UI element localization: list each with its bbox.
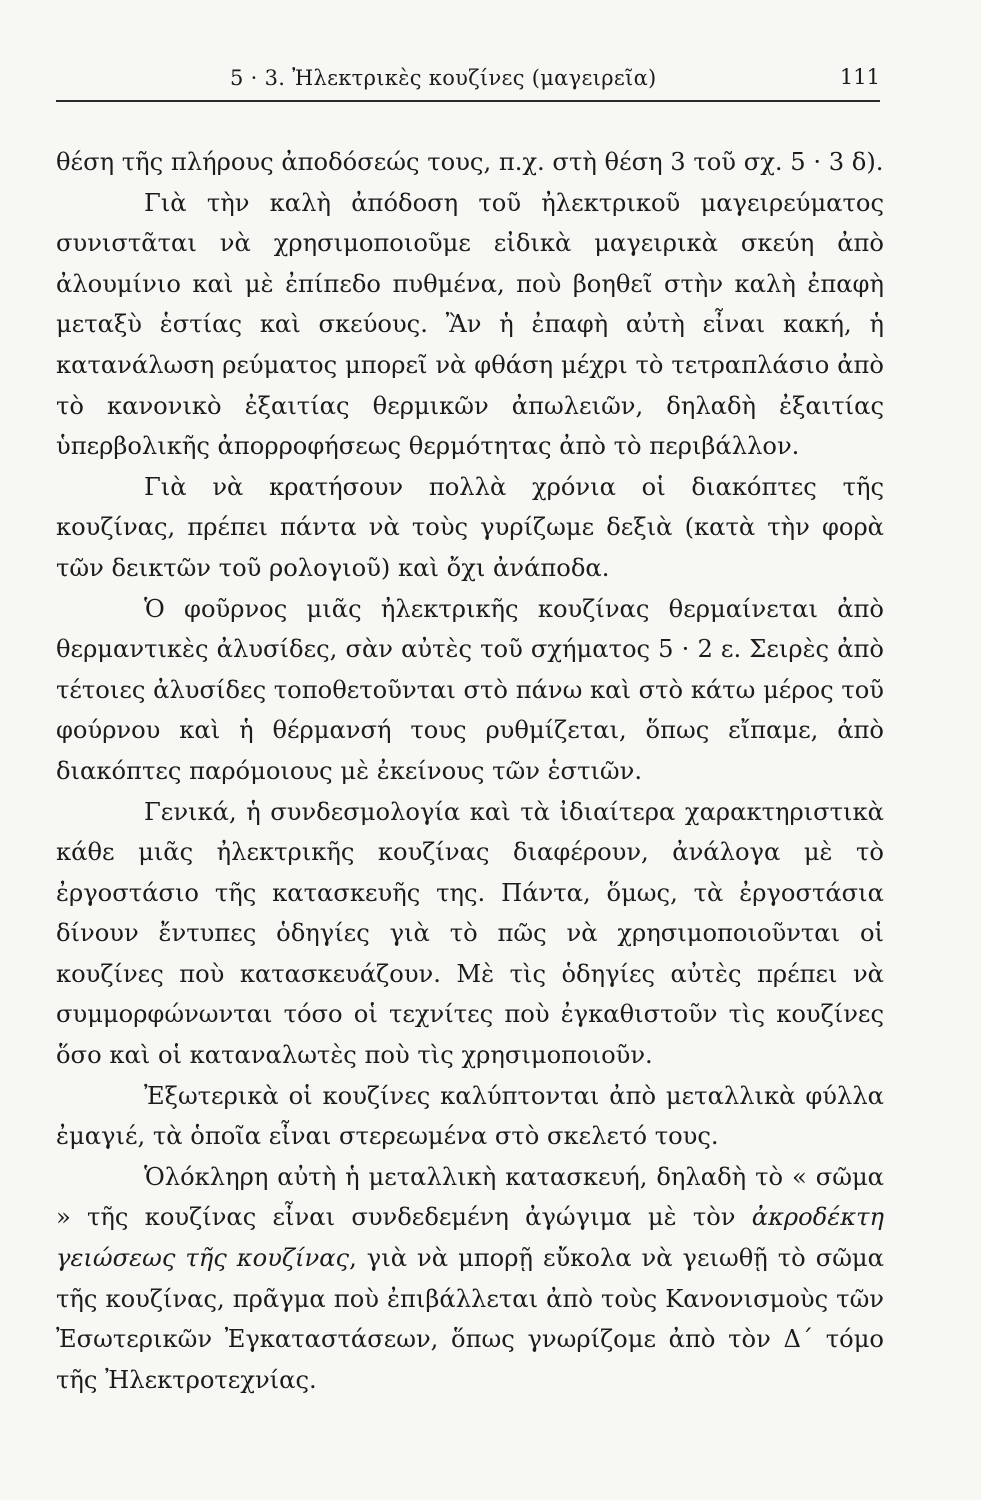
paragraph-oven: Ὁ φοῦρνος μιᾶς ἠλεκτρικῆς κουζίνας θερμαίνεται ἀπὸ θερμαντικὲς ἀλυσίδες, σὰν αὐτὲς τοῦ σχήματος 5 · 2 ε. Σειρὲς ἀπὸ τέτοιες ἀλυσίδες τοποθετοῦνται στὸ πάνω καὶ στὸ κάτω μέρος τοῦ φούρνου καὶ ἡ θέρμανσή τους ρυθμίζεται, ὅπως εἴπαμε, ἀπὸ διακόπτες παρόμοιους μὲ ἐκείνους τῶν ἑστιῶν. (56, 594, 884, 785)
grounding-terminal-term: ἀκροδέκτη γειώσεως τῆς κουζίνας (56, 1203, 884, 1273)
paragraph-continuation: θέση τῆς πλήρους ἀποδόσεώς τους, π.χ. στὴ θέση 3 τοῦ σχ. 5 · 3 δ). (56, 148, 884, 176)
header-rule (56, 100, 880, 102)
grounding-text-before: Ὁλόκληρη αὐτὴ ἡ μεταλλικὴ κατασκευή, δηλαδὴ τὸ « σῶμα » τῆς κουζίνας εἶναι συνδεδεμένη ἀγώγιμα μὲ τὸν (56, 1162, 884, 1232)
page-number: 111 (839, 65, 880, 89)
page-header (56, 66, 880, 96)
paragraph-grounding (56, 1157, 884, 1401)
paragraph-general: Γενικά, ἡ συνδεσμολογία καὶ τὰ ἰδιαίτερα χαρακτηριστικὰ κάθε μιᾶς ἠλεκτρικῆς κουζίνας διαφέρουν, ἀνάλογα μὲ τὸ ἐργοστάσιο τῆς κατασκευῆς της. Πάντα, ὅμως, τὰ ἐργοστάσια δίνουν ἔντυπες ὁδηγίες γιὰ τὸ πῶς νὰ χρησιμοποιοῦνται οἱ κουζίνες ποὺ κατασκευάζουν. Μὲ τὶς ὁδηγίες αὐτὲς πρέπει νὰ συμμορφώνωνται τόσο οἱ τεχνίτες ποὺ ἐγκαθιστοῦν τὶς κουζίνες ὅσο καὶ οἱ καταναλωτὲς ποὺ τὶς χρησιμοποιοῦν. (56, 797, 884, 1070)
running-head: 5 · 3. Ἠλεκτρικὲς κουζίνες (μαγειρεῖα) (230, 66, 657, 90)
paragraph-exterior: Ἐξωτερικὰ οἱ κουζίνες καλύπτονται ἀπὸ μεταλλικὰ φύλλα ἐμαγιέ, τὰ ὁποῖα εἶναι στερεωμένα στὸ σκελετό τους. (56, 1081, 884, 1151)
grounding-text-after: , γιὰ νὰ μπορῇ εὔκολα νὰ γειωθῇ τὸ σῶμα τῆς κουζίνας, πρᾶγμα ποὺ ἐπιβάλλεται ἀπὸ τοὺς Κανονισμοὺς τῶν Ἐσωτερικῶν Ἐγκαταστάσεων, ὅπως γνωρίζομε ἀπὸ τὸν Δ΄ τόμο τῆς Ἠλεκτροτεχνίας. (56, 1244, 884, 1394)
paragraph-cookware: Γιὰ τὴν καλὴ ἀπόδοση τοῦ ἠλεκτρικοῦ μαγειρεύματος συνιστᾶται νὰ χρησιμοποιοῦμε εἰδικὰ μαγειρικὰ σκεύη ἀπὸ ἀλουμίνιο καὶ μὲ ἐπίπεδο πυθμένα, ποὺ βοηθεῖ στὴν καλὴ ἐπαφὴ μεταξὺ ἑστίας καὶ σκεύους. Ἂν ἡ ἐπαφὴ αὐτὴ εἶναι κακή, ἡ κατανάλωση ρεύματος μπορεῖ νὰ φθάση μέχρι τὸ τετραπλάσιο ἀπὸ τὸ κανονικὸ ἐξαιτίας θερμικῶν ἀπωλειῶν, δηλαδὴ ἐξαιτίας ὑπερβολικῆς ἀπορροφήσεως θερμότητας ἀπὸ τὸ περιβάλλον. (56, 188, 884, 461)
body-text (56, 142, 884, 1400)
paragraph-switches: Γιὰ νὰ κρατήσουν πολλὰ χρόνια οἱ διακόπτες τῆς κουζίνας, πρέπει πάντα νὰ τοὺς γυρίζωμε δεξιὰ (κατὰ τὴν φορὰ τῶν δεικτῶν τοῦ ρολογιοῦ) καὶ ὄχι ἀνάποδα. (56, 472, 884, 582)
